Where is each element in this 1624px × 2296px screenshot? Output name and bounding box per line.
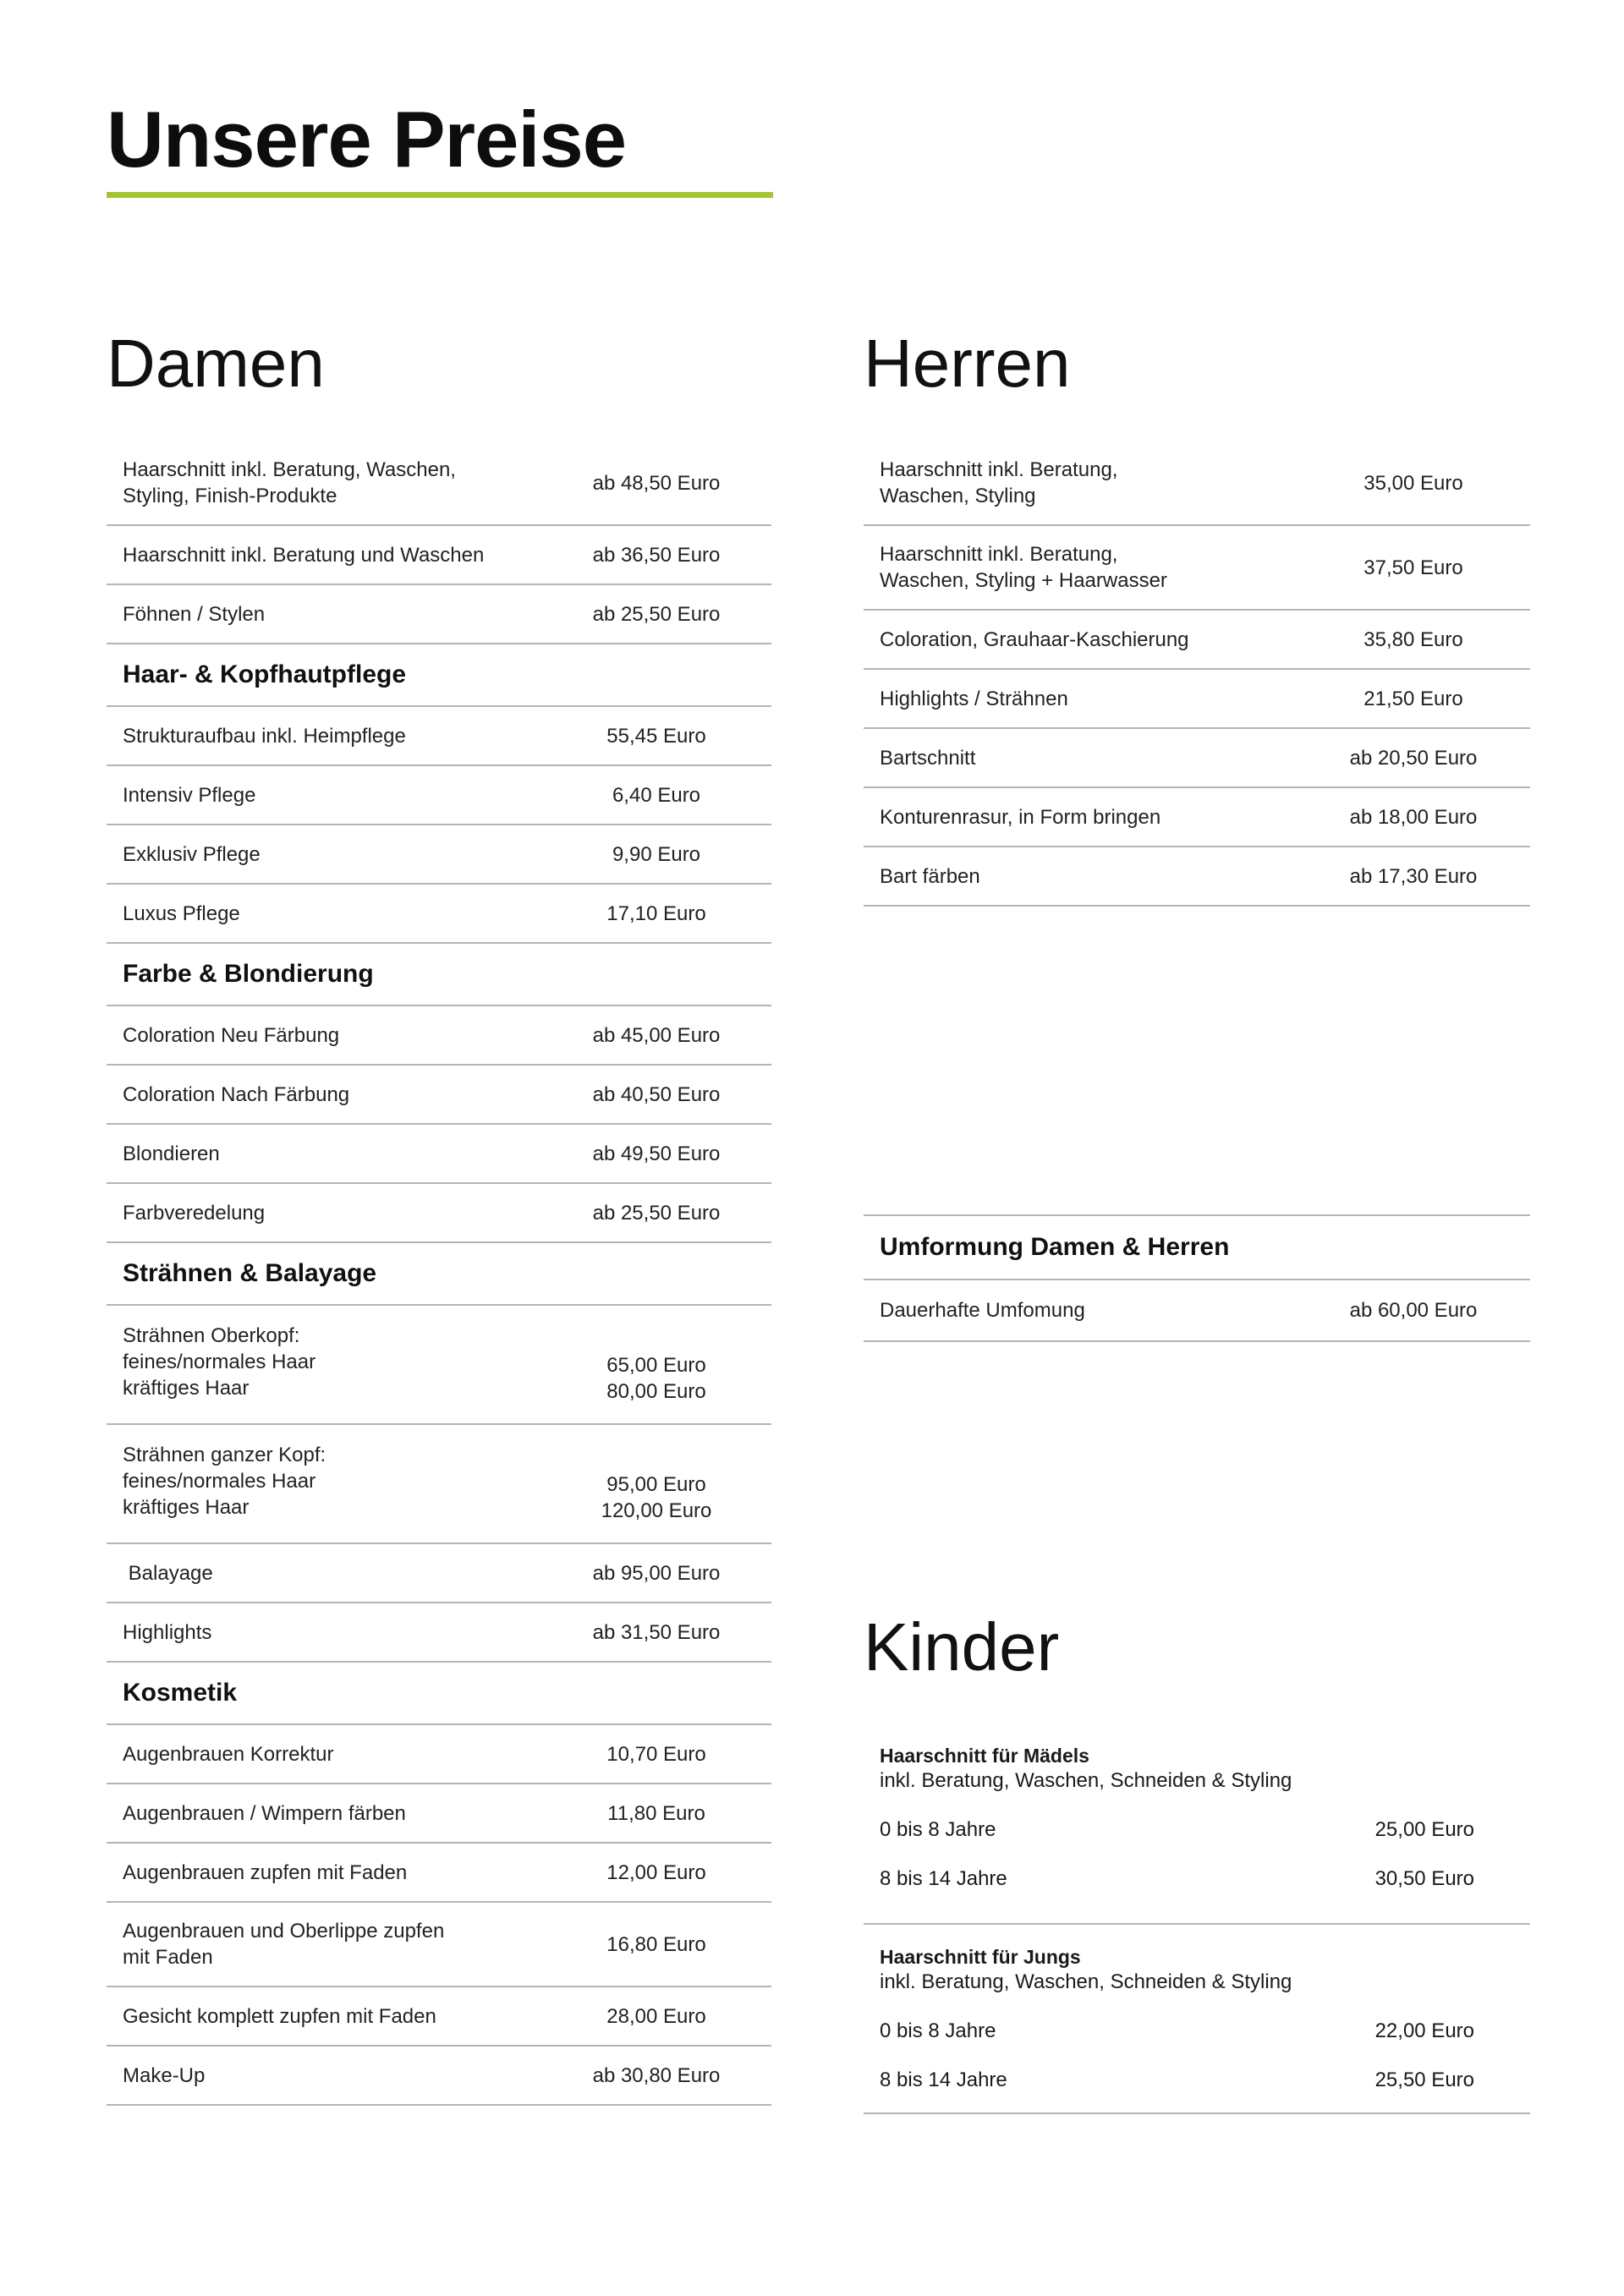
umformung-section: [864, 1214, 1530, 1342]
service-name: Intensiv Pflege: [123, 783, 256, 807]
sub-title: Strähnen ganzer Kopf:: [123, 1444, 326, 1466]
price-row: [107, 441, 771, 526]
service-name: Haarschnitt inkl. Beratung, Waschen, Styling: [880, 458, 1118, 507]
service-price: ab 25,50 Euro: [592, 602, 721, 626]
kinder-price: 30,50 Euro: [1374, 1867, 1474, 1890]
service-price: ab 60,00 Euro: [1349, 1299, 1478, 1322]
kinder-block-subtitle: inkl. Beratung, Waschen, Schneiden & Styling: [880, 1970, 1292, 1993]
price-row-straehnen-ganzer-kopf: [107, 1425, 771, 1544]
price-row: [107, 1844, 771, 1903]
kinder-price-row: [880, 1817, 1514, 1843]
service-price: 12,00 Euro: [606, 1860, 706, 1884]
kinder-price-row: [880, 2019, 1514, 2044]
service-price: 35,80 Euro: [1363, 627, 1463, 651]
price-value: 120,00 Euro: [601, 1499, 712, 1522]
kinder-block-title: Haarschnitt für Mädels: [880, 1745, 1089, 1767]
price-value: 95,00 Euro: [606, 1473, 706, 1496]
price-value: 65,00 Euro: [606, 1354, 706, 1377]
service-price: ab 18,00 Euro: [1349, 805, 1478, 829]
price-row: [107, 1987, 771, 2047]
price-row: [864, 729, 1530, 788]
service-price: [572, 1306, 741, 1405]
service-price: 10,70 Euro: [606, 1742, 706, 1766]
price-row: [864, 526, 1530, 611]
service-price: ab 36,50 Euro: [592, 543, 721, 567]
service-name: Augenbrauen / Wimpern färben: [123, 1801, 406, 1825]
sub-line: kräftiges Haar: [123, 1377, 250, 1400]
price-row: [107, 885, 771, 944]
service-price: ab 17,30 Euro: [1349, 864, 1478, 888]
kinder-price: 25,50 Euro: [1374, 2069, 1474, 2091]
kinder-price-table: [864, 1735, 1530, 2114]
service-name: Make-Up: [123, 2063, 206, 2087]
age-range: 0 bis 8 Jahre: [880, 2019, 996, 2042]
service-price: 16,80 Euro: [606, 1932, 706, 1956]
service-name: Exklusiv Pflege: [123, 842, 261, 866]
kinder-price-row: [880, 1866, 1514, 1892]
category-heading-farbe: Farbe & Blondierung: [107, 944, 771, 1006]
service-price: ab 48,50 Euro: [592, 471, 721, 495]
service-name: Augenbrauen Korrektur: [123, 1742, 334, 1766]
age-range: 0 bis 8 Jahre: [880, 1818, 996, 1841]
service-price: ab 45,00 Euro: [592, 1023, 721, 1047]
price-row: [864, 788, 1530, 847]
service-price: 9,90 Euro: [612, 842, 701, 866]
price-row: [864, 670, 1530, 729]
service-name: Farbveredelung: [123, 1201, 266, 1225]
service-name: Bart färben: [880, 864, 980, 888]
service-name: Coloration Nach Färbung: [123, 1082, 350, 1106]
service-price: ab 30,80 Euro: [592, 2063, 721, 2087]
price-row: [107, 766, 771, 825]
damen-section: [107, 326, 771, 2106]
service-price: ab 40,50 Euro: [592, 1082, 721, 1106]
service-price: 6,40 Euro: [612, 783, 701, 807]
service-price: ab 95,00 Euro: [592, 1561, 721, 1585]
kinder-price-row: [880, 2068, 1514, 2093]
category-heading-kosmetik: Kosmetik: [107, 1663, 771, 1725]
service-name: [107, 1306, 572, 1401]
category-heading-umformung: Umformung Damen & Herren: [864, 1214, 1530, 1280]
service-name: [107, 1425, 572, 1521]
price-row: [107, 1903, 771, 1987]
service-name: Blondieren: [123, 1142, 220, 1165]
service-name: Bartschnitt: [880, 746, 976, 770]
price-row: [107, 1784, 771, 1844]
service-name: Coloration, Grauhaar-Kaschierung: [880, 627, 1189, 651]
kinder-price: 22,00 Euro: [1374, 2019, 1474, 2042]
service-name: Haarschnitt inkl. Beratung und Waschen: [123, 543, 485, 567]
sub-line: feines/normales Haar: [123, 1351, 316, 1373]
price-row: [107, 1184, 771, 1243]
herren-price-table: [864, 441, 1530, 907]
service-name: Föhnen / Stylen: [123, 602, 266, 626]
price-row: [864, 847, 1530, 907]
service-name: Konturenrasur, in Form bringen: [880, 805, 1161, 829]
service-price: ab 31,50 Euro: [592, 1620, 721, 1644]
kinder-block-title: Haarschnitt für Jungs: [880, 1946, 1081, 1968]
price-row: [107, 1603, 771, 1663]
price-value: 80,00 Euro: [606, 1380, 706, 1403]
price-row: [107, 2047, 771, 2106]
service-name: Balayage: [123, 1561, 213, 1585]
service-name: Augenbrauen und Oberlippe zupfen mit Faden: [123, 1920, 445, 1969]
service-price: 17,10 Euro: [606, 901, 706, 925]
service-price: 21,50 Euro: [1363, 687, 1463, 710]
service-price: 28,00 Euro: [606, 2004, 706, 2028]
service-price: ab 49,50 Euro: [592, 1142, 721, 1165]
service-name: Haarschnitt inkl. Beratung, Waschen, Styling, Finish-Produkte: [123, 458, 456, 507]
service-price: ab 20,50 Euro: [1349, 746, 1478, 770]
service-name: Augenbrauen zupfen mit Faden: [123, 1860, 408, 1884]
kinder-section: [864, 1609, 1530, 2114]
price-row: [107, 1066, 771, 1125]
category-heading-straehnen: Strähnen & Balayage: [107, 1243, 771, 1306]
service-name: Highlights: [123, 1620, 212, 1644]
price-row: [107, 1006, 771, 1066]
price-row: [864, 441, 1530, 526]
price-row-straehnen-oberkopf: [107, 1306, 771, 1425]
herren-heading: Herren: [864, 326, 1071, 401]
sub-line: kräftiges Haar: [123, 1496, 250, 1519]
service-price: 37,50 Euro: [1363, 556, 1463, 579]
sub-line: feines/normales Haar: [123, 1470, 316, 1493]
price-row: [107, 1725, 771, 1784]
service-price: 11,80 Euro: [607, 1801, 705, 1825]
service-price: [572, 1425, 741, 1524]
service-name: Strukturaufbau inkl. Heimpflege: [123, 724, 406, 748]
service-name: Luxus Pflege: [123, 901, 240, 925]
price-row: [107, 825, 771, 885]
service-name: Dauerhafte Umfomung: [880, 1299, 1085, 1322]
service-price: 55,45 Euro: [606, 724, 706, 748]
category-heading-pflege: Haar- & Kopfhautpflege: [107, 644, 771, 707]
sub-title: Strähnen Oberkopf:: [123, 1324, 300, 1347]
kinder-price: 25,00 Euro: [1374, 1818, 1474, 1841]
kinder-block-jungs: [864, 1925, 1530, 2114]
price-row: [864, 611, 1530, 670]
kinder-block-subtitle: inkl. Beratung, Waschen, Schneiden & Styling: [880, 1769, 1292, 1792]
price-row: [107, 707, 771, 766]
service-name: Highlights / Strähnen: [880, 687, 1068, 710]
age-range: 8 bis 14 Jahre: [880, 1867, 1007, 1890]
service-name: Coloration Neu Färbung: [123, 1023, 340, 1047]
price-row: [864, 1280, 1530, 1342]
price-row: [107, 526, 771, 585]
price-row: [107, 1544, 771, 1603]
service-price: ab 25,50 Euro: [592, 1201, 721, 1225]
price-row: [107, 585, 771, 644]
service-name: Gesicht komplett zupfen mit Faden: [123, 2004, 436, 2028]
damen-price-table: [107, 441, 771, 2106]
title-underline: [107, 192, 773, 198]
herren-section: [864, 326, 1530, 907]
age-range: 8 bis 14 Jahre: [880, 2069, 1007, 2091]
page-title: Unsere Preise: [107, 95, 627, 184]
kinder-heading: Kinder: [864, 1609, 1060, 1685]
kinder-block-maedels: [864, 1735, 1530, 1925]
service-name: Haarschnitt inkl. Beratung, Waschen, Styling + Haarwasser: [880, 543, 1167, 592]
damen-heading: Damen: [107, 326, 325, 401]
price-row: [107, 1125, 771, 1184]
service-price: 35,00 Euro: [1363, 471, 1463, 495]
